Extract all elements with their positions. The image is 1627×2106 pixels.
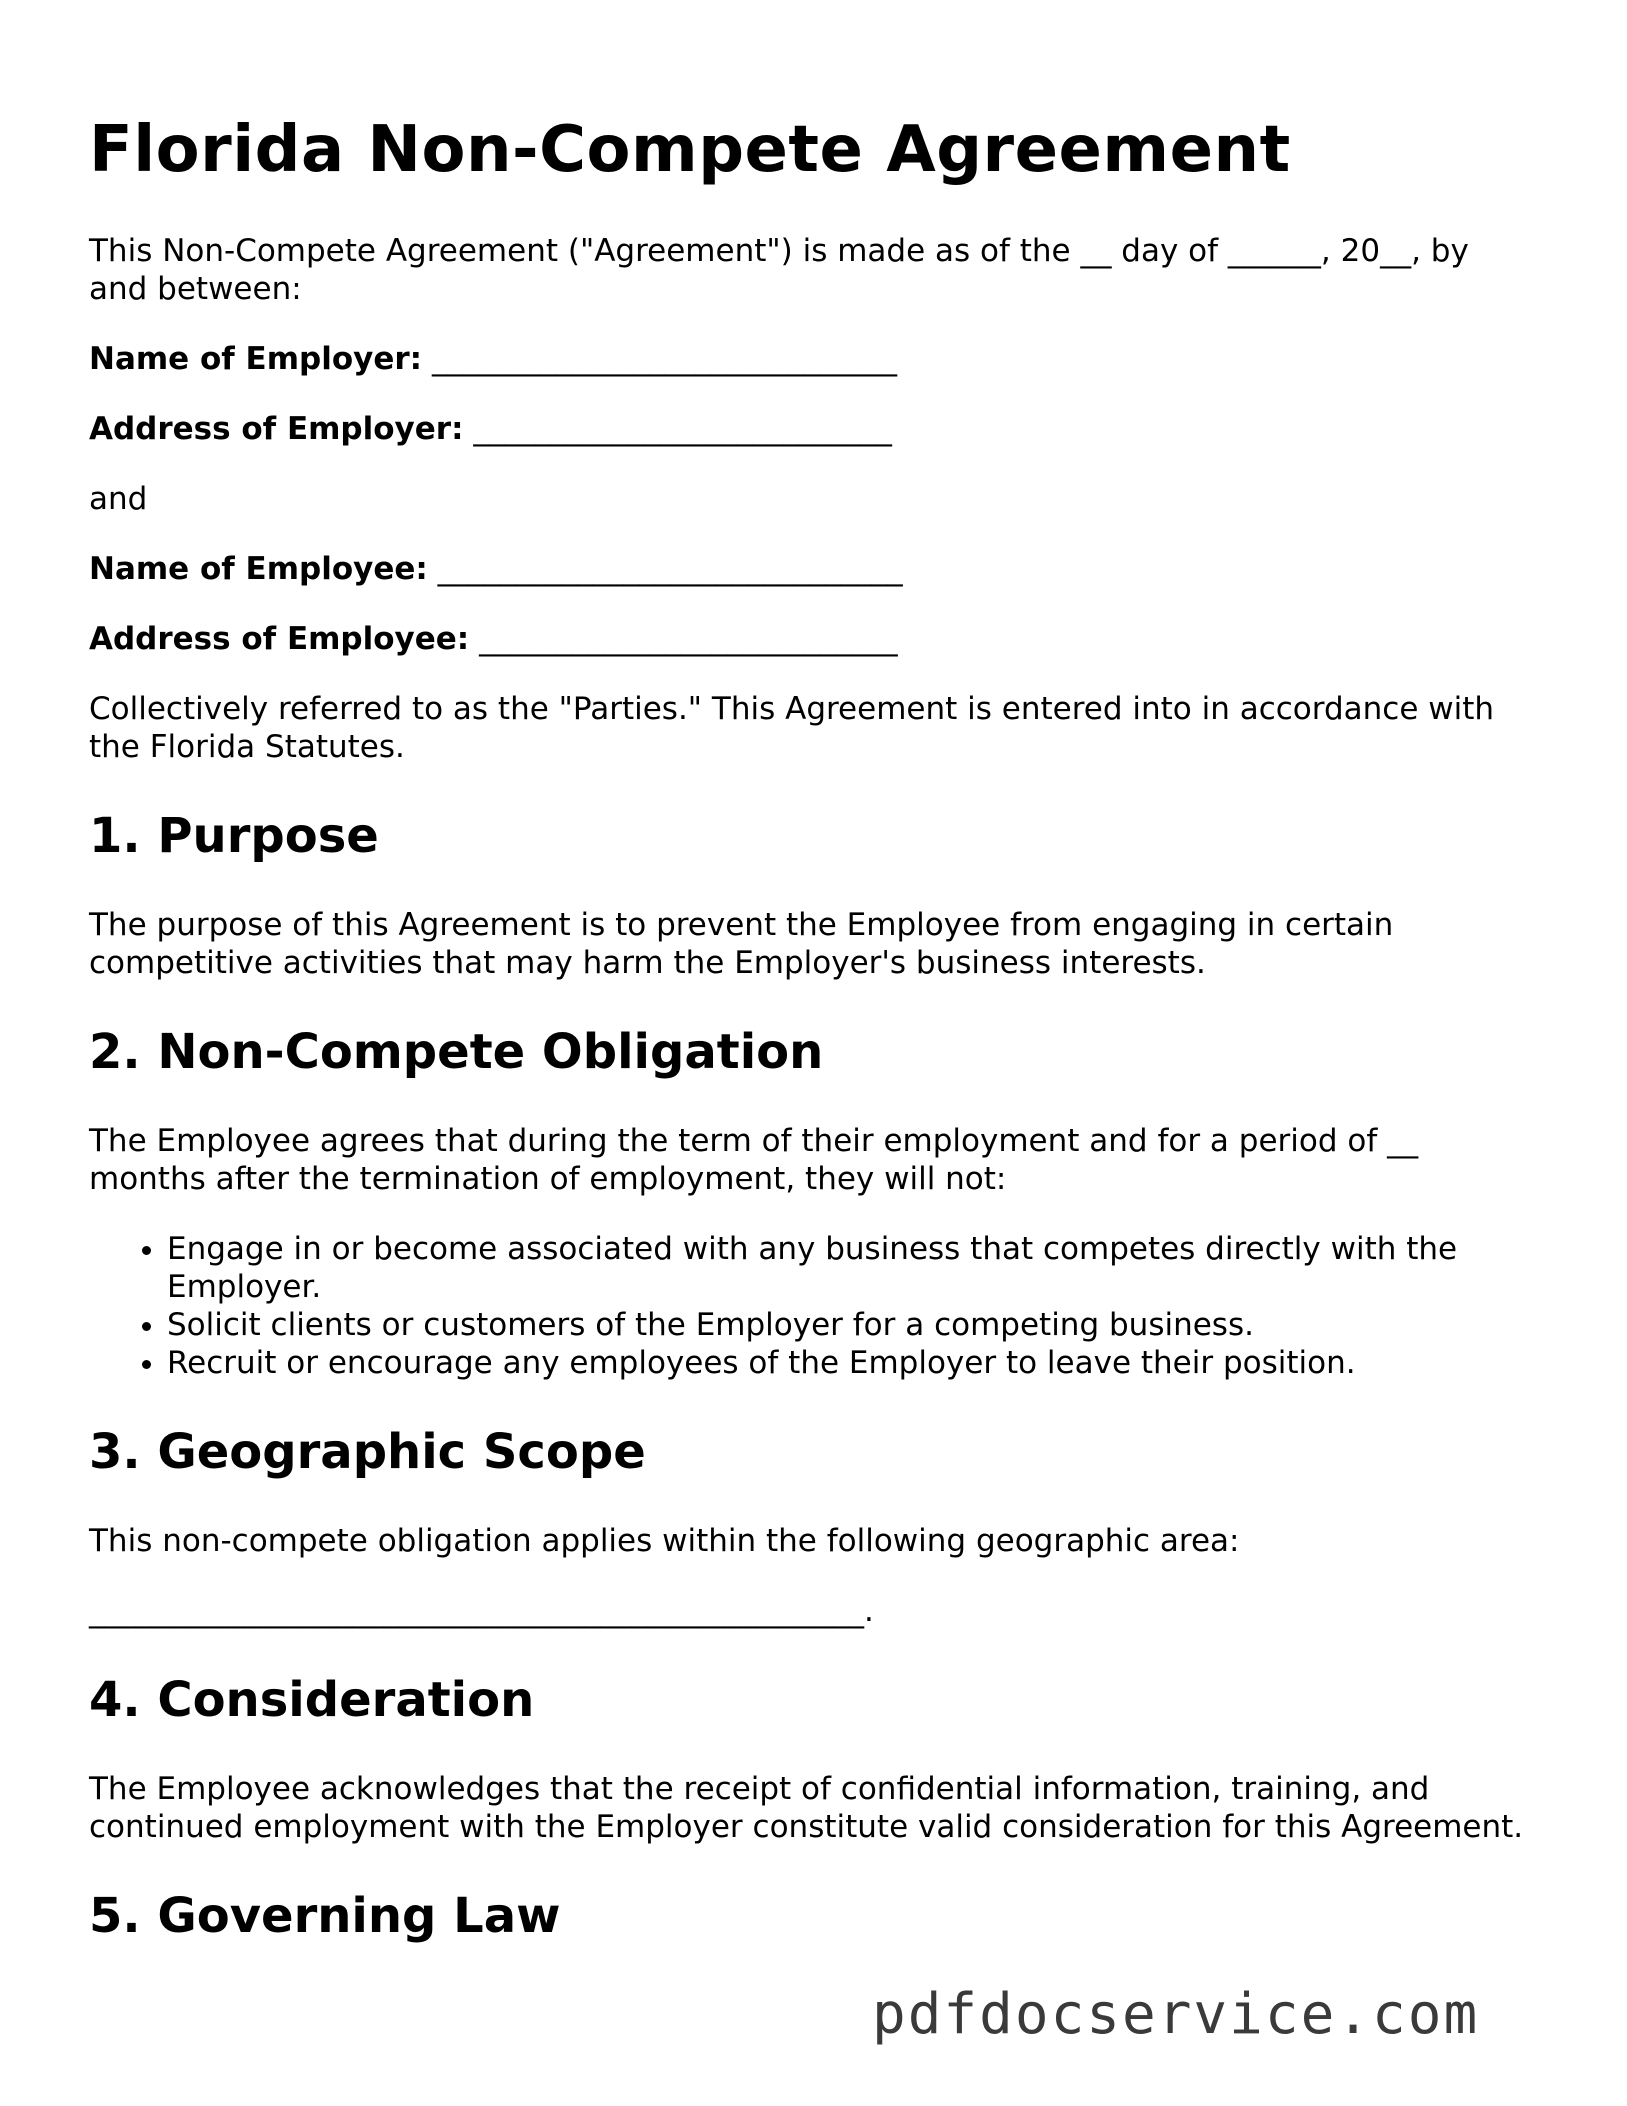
- parties-paragraph: Collectively referred to as the "Parties." This Agreement is entered into in accordance with the Florida Statutes.: [89, 691, 1495, 765]
- section-geographic-body: This non-compete obligation applies within the following geographic area:: [89, 1523, 1240, 1559]
- employee-name-label: Name of Employee:: [89, 551, 428, 587]
- section-geographic-heading: 3. Geographic Scope: [89, 1424, 646, 1480]
- and-text: and: [89, 481, 148, 517]
- employee-name-blank: ______________________________: [437, 551, 903, 587]
- employee-address-label: Address of Employee:: [89, 621, 470, 657]
- watermark-text: pdfdocservice.com: [872, 1982, 1480, 2047]
- geographic-area-blank: __________________________________________________.: [89, 1593, 874, 1629]
- list-item: • Recruit or encourage any employees of the Employer to leave their position.: [167, 1344, 1529, 1382]
- section-purpose-body: The purpose of this Agreement is to prevent the Employee from engaging in certain competitive activities that may harm the Employer's business interests.: [89, 907, 1394, 981]
- employer-name-field: [89, 340, 1529, 378]
- document-title: Florida Non-Compete Agreement: [89, 113, 1291, 187]
- employer-address-field: [89, 410, 1529, 448]
- employee-address-blank: ___________________________: [479, 621, 898, 657]
- document-page: [89, 108, 1529, 1986]
- employee-name-field: [89, 550, 1529, 588]
- section-non-compete-heading: 2. Non-Compete Obligation: [89, 1024, 824, 1080]
- section-consideration-heading: 4. Consideration: [89, 1672, 535, 1728]
- section-consideration-body: The Employee acknowledges that the receipt of confidential information, training, and continued employment with the Employer constitute valid consideration for this Agreement.: [89, 1771, 1524, 1845]
- employer-address-label: Address of Employer:: [89, 411, 464, 447]
- employer-address-blank: ___________________________: [473, 411, 892, 447]
- employee-address-field: [89, 620, 1529, 658]
- non-compete-list: [89, 1230, 1529, 1382]
- section-purpose-heading: 1. Purpose: [89, 808, 379, 864]
- section-non-compete-body: The Employee agrees that during the term of their employment and for a period of __ months after the termination of employment, they will not:: [89, 1123, 1419, 1197]
- list-item: • Engage in or become associated with any business that competes directly with the Employer.: [167, 1230, 1529, 1306]
- employer-name-label: Name of Employer:: [89, 341, 423, 377]
- intro-paragraph: This Non-Compete Agreement ("Agreement") is made as of the __ day of ______, 20__, by and between:: [89, 233, 1469, 307]
- list-item: • Solicit clients or customers of the Employer for a competing business.: [167, 1306, 1529, 1344]
- employer-name-blank: ______________________________: [431, 341, 897, 377]
- section-governing-law-heading: 5. Governing Law: [89, 1888, 561, 1944]
